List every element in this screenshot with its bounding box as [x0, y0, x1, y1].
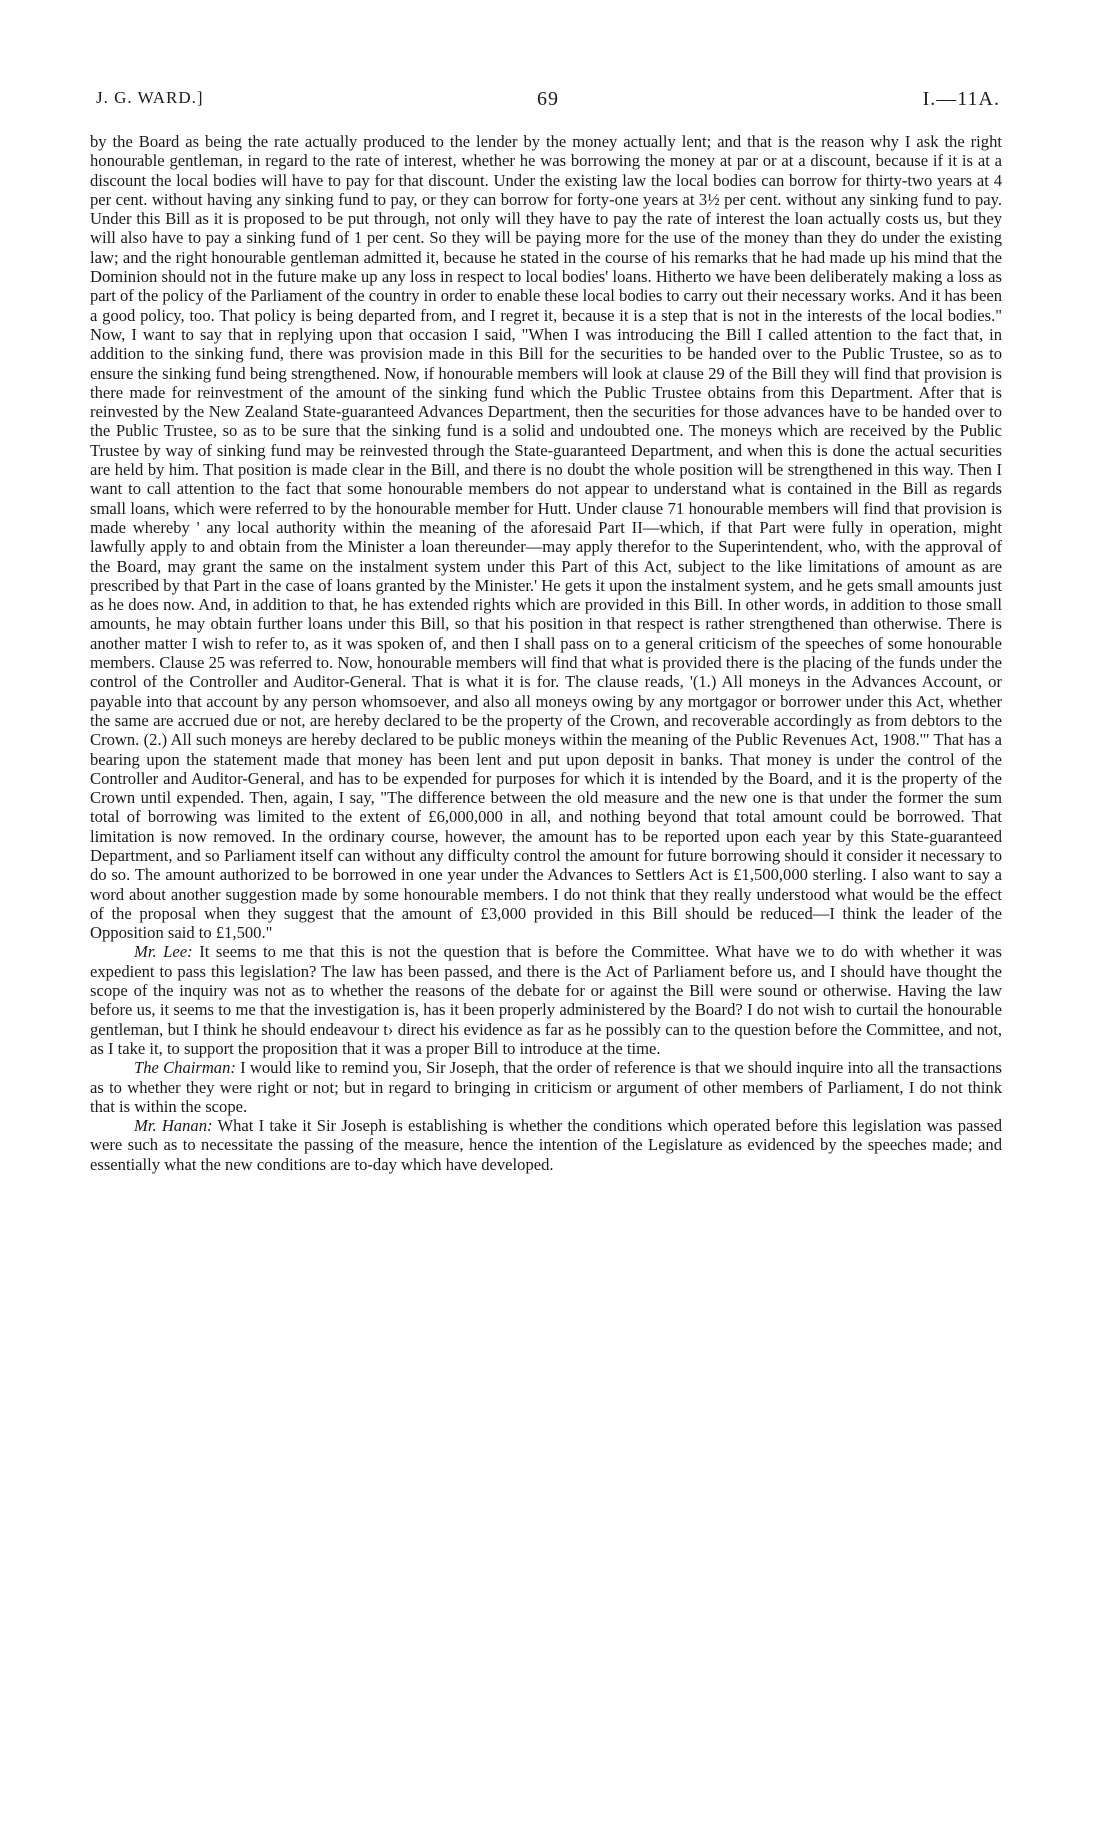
document-reference: I.—11A.: [922, 88, 1000, 110]
speaker-name: Mr. Lee:: [134, 942, 193, 962]
paragraph-4: [90, 1116, 1002, 1174]
header-left: J. G. WARD.]: [96, 88, 204, 107]
paragraph-text: by the Board as being the rate actually produced to the lender by the money actually lent; and that is the reason why I ask the right honourable gentleman, in regard to the rate of interest, whether he was borrowing the money at par or at a discount, because if it is at a discount the local bodies will have to pay for that discount. Under the existing law the local bodies can borrow for thirty-two years at 4 per cent. without having any sinking fund to pay, or they can borrow for forty-one years at 3½ per cent. without any sinking fund to pay. Under this Bill as it is proposed to be put through, not only will they have to pay the rate of interest the loan actually costs us, but they will also have to pay a sinking fund of 1 per cent. So they will be paying more for the use of the money than they do under the existing law; and the right honourable gentleman admitted it, because he stated in the course of his remarks that he had made up his mind that the Dominion should not in the future make up any loss in respect to local bodies' loans. Hitherto we have been deliberately making a loss as part of the policy of the Parliament of the country in order to enable these local bodies to carry out their necessary works. And it has been a good policy, too. That policy is being departed from, and I regret it, because it is a step that is not in the interests of the local bodies." Now, I want to say that in replying upon that occasion I said, "When I was introducing the Bill I called attention to the fact that, in addition to the sinking fund, there was provision made in this Bill for the securities to be handed over to the Public Trustee, so as to ensure the sinking fund being strengthened. Now, if honourable members will look at clause 29 of the Bill they will find that provision is there made for reinvestment of the amount of the sinking fund which the Public Trustee obtains from this Department. After that is reinvested by the New Zealand State-guaranteed Advances Department, then the securities for those advances have to be handed over to the Public Trustee, so as to be sure that the sinking fund is a solid and undoubted one. The moneys which are received by the Public Trustee by way of sinking fund may be reinvested through the State-guaranteed Department, and when this is done the actual securities are held by him. That position is made clear in the Bill, and there is no doubt the whole position will be strengthened in this way. Then I want to call attention to the fact that some honourable members do not appear to understand what is contained in the Bill as regards small loans, which were referred to by the honourable member for Hutt. Under clause 71 honourable members will find that provision is made whereby ' any local authority within the meaning of the aforesaid Part II—which, if that Part were fully in operation, might lawfully apply to and obtain from the Minister a loan thereunder—may apply therefor to the Superintendent, who, with the approval of the Board, may grant the same on the instalment system under this Part of this Act, subject to the like limitations of amount as are prescribed by that Part in the case of loans granted by the Minister.' He gets it upon the instalment system, and he gets small amounts just as he does now. And, in addition to that, he has extended rights which are provided in this Bill. In other words, in addition to those small amounts, he may obtain further loans under this Bill, so that his position in that respect is rather strengthened than otherwise. There is another matter I wish to refer to, as it was spoken of, and then I shall pass on to a general criticism of the speeches of some honourable members. Clause 25 was referred to. Now, honourable members will find that what is provided there is the placing of the funds under the control of the Controller and Auditor-General. That is what it is for. The clause reads, '(1.) All moneys in the Advances Account, or payable into that account by any person whomsoever, and also all moneys owing by any mortgagor or borrower under this Act, whether the same are accrued due or not, are hereby declared to be the property of the Crown, and recoverable accordingly as from debtors to the Crown. (2.) All such moneys are hereby declared to be public moneys within the meaning of the Public Revenues Act, 1908.'" That has a bearing upon the statement made that money has been lent and put upon deposit in banks. That money is under the control of the Controller and Auditor-General, and has to be expended for purposes for which it is intended by the Board, and it is the property of the Crown until expended. Then, again, I say, "The difference between the old measure and the new one is that under the former the sum total of borrowing was limited to the extent of £6,000,000 in all, and nothing beyond that total amount could be borrowed. That limitation is now removed. In the ordinary course, however, the amount has to be reported upon each year by this State-guaranteed Department, and so Parliament itself can without any difficulty control the amount for future borrowing should it consider it necessary to do so. The amount authorized to be borrowed in one year under the Advances to Settlers Act is £1,500,000 sterling. I also want to say a word about another suggestion made by some honourable members. I do not think that they really understood what would be the effect of the proposal when they suggest that the amount of £3,000 provided in this Bill should be reduced—I think the leader of the Opposition said to £1,500.": [90, 132, 1002, 943]
paragraph-3: [90, 1058, 1002, 1116]
paragraph-2: [90, 942, 1002, 1058]
page-header: [96, 88, 1000, 116]
paragraph-text: It seems to me that this is not the question that is before the Committee. What have we to do with whether it was expedient to pass this legislation? The law has been passed, and there is the Act of Parliament before us, and I should have thought the scope of the inquiry was not as to whether the reasons of the debate for or against the Bill were sound or otherwise. Having the law before us, it seems to me that the investigation is, has it been properly administered by the Board? I do not wish to curtail the honourable gentleman, but I think he should endeavour t› direct his evidence as far as he possibly can to the question before the Committee, and not, as I take it, to support the proposition that it was a proper Bill to introduce at the time.: [90, 942, 1002, 1058]
speaker-name: Mr. Hanan:: [134, 1116, 213, 1136]
paragraph-text: What I take it Sir Joseph is establishing is whether the conditions which operated before this legislation was passed were such as to necessitate the passing of the measure, hence the intention of the Legislature as evidenced by the speeches made; and essentially what the new conditions are to-day which have developed.: [90, 1116, 1002, 1174]
document-body: [90, 132, 1002, 1174]
paragraph-text: I would like to remind you, Sir Joseph, that the order of reference is that we should inquire into all the transactions as to whether they were right or not; but in regard to bringing in criticism or argument of other members of Parliament, I do not think that is within the scope.: [90, 1058, 1002, 1116]
speaker-name: The Chairman:: [134, 1058, 236, 1078]
paragraph-1: [90, 132, 1002, 942]
page-number: 69: [537, 88, 559, 110]
